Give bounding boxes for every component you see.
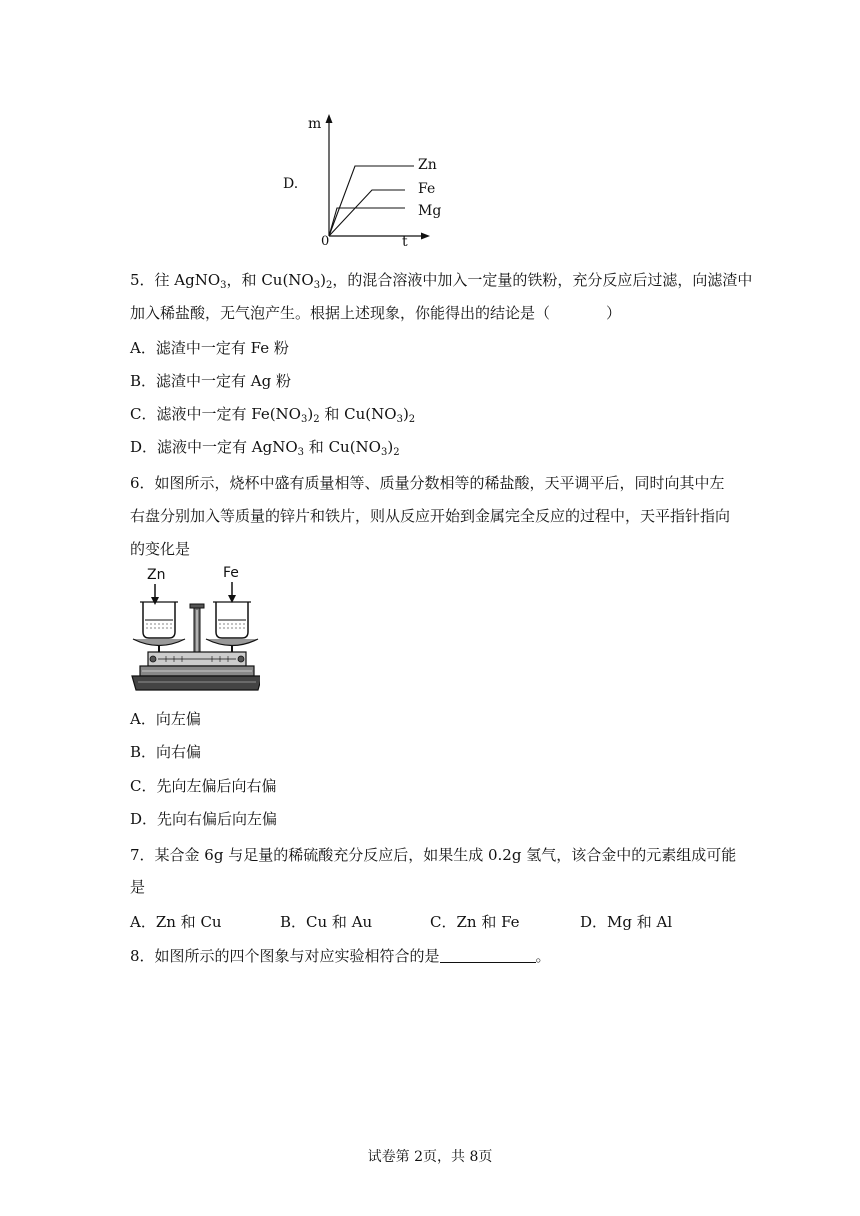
q6-line-3: 的变化是 (130, 540, 191, 558)
q6-option-b: B．向右偏 (130, 743, 202, 761)
q5-option-a: A．滤渣中一定有 Fe 粉 (130, 339, 289, 357)
graph-option-label: D. (283, 176, 299, 192)
graph-zn-label: Zn (418, 157, 437, 173)
graph-fe-label: Fe (418, 181, 436, 197)
q6-option-a: A．向左偏 (130, 710, 201, 728)
balance-base (132, 676, 260, 690)
q7-line-1: 7．某合金 6g 与足量的稀硫酸充分反应后，如果生成 0.2g 氢气，该合金中的元素组成可能 (130, 846, 737, 864)
q7-option-b: B．Cu 和 Au (280, 913, 373, 931)
right-metal-label: Fe (223, 565, 239, 581)
graph-mg-label: Mg (418, 203, 442, 219)
q7-option-c: C．Zn 和 Fe (430, 913, 520, 931)
q5-option-c: C．滤液中一定有 $Fe(NO_3)_2$ 和 $Cu(NO_3)_2$ (130, 405, 416, 425)
q5-line-1: 5．往 AgNO$_3$，和 $Cu(NO_3)_2$，的混合溶液中加入一定量的铁粉，充分反应后过滤，向滤渣中 (130, 271, 753, 291)
q8-line: 8．如图所示的四个图象与对应实验相符合的是 。 (130, 947, 551, 965)
q5-line-2: 加入稀盐酸，无气泡产生。根据上述现象，你能得出的结论是（ ） (130, 304, 622, 322)
graph-x-axis-label: t (402, 234, 408, 250)
x-axis-arrow (421, 233, 430, 240)
q6-option-c: C．先向左偏后向右偏 (130, 777, 277, 795)
fe-line (329, 190, 405, 236)
answer-underline (440, 947, 536, 963)
q5-option-d: D．滤液中一定有 AgNO$_3$ 和 $Cu(NO_3)_2$ (130, 438, 400, 458)
y-axis-arrow (326, 114, 333, 123)
q6-option-d: D．先向右偏后向左偏 (130, 810, 278, 828)
q6-line-1: 6．如图所示，烧杯中盛有质量相等、质量分数相等的稀盐酸，天平调平后，同时向其中左 (130, 474, 725, 492)
q7-option-a: A．Zn 和 Cu (130, 913, 222, 931)
left-metal-label: Zn (147, 567, 166, 583)
zn-line (329, 166, 414, 236)
q5-option-b: B．滤渣中一定有 Ag 粉 (130, 372, 291, 390)
q7-option-d: D．Mg 和 Al (580, 913, 673, 931)
graph-y-axis-label: m (308, 116, 322, 132)
graph-origin-label: 0 (321, 234, 330, 249)
page-footer: 试卷第 2页，共 8页 (367, 1149, 493, 1165)
q6-line-2: 右盘分别加入等质量的锌片和铁片，则从反应开始到金属完全反应的过程中，天平指针指向 (130, 507, 731, 525)
mg-line (329, 208, 405, 236)
graph-d-figure (300, 110, 450, 250)
balance-figure (128, 580, 260, 692)
q7-line-2: 是 (130, 878, 146, 896)
